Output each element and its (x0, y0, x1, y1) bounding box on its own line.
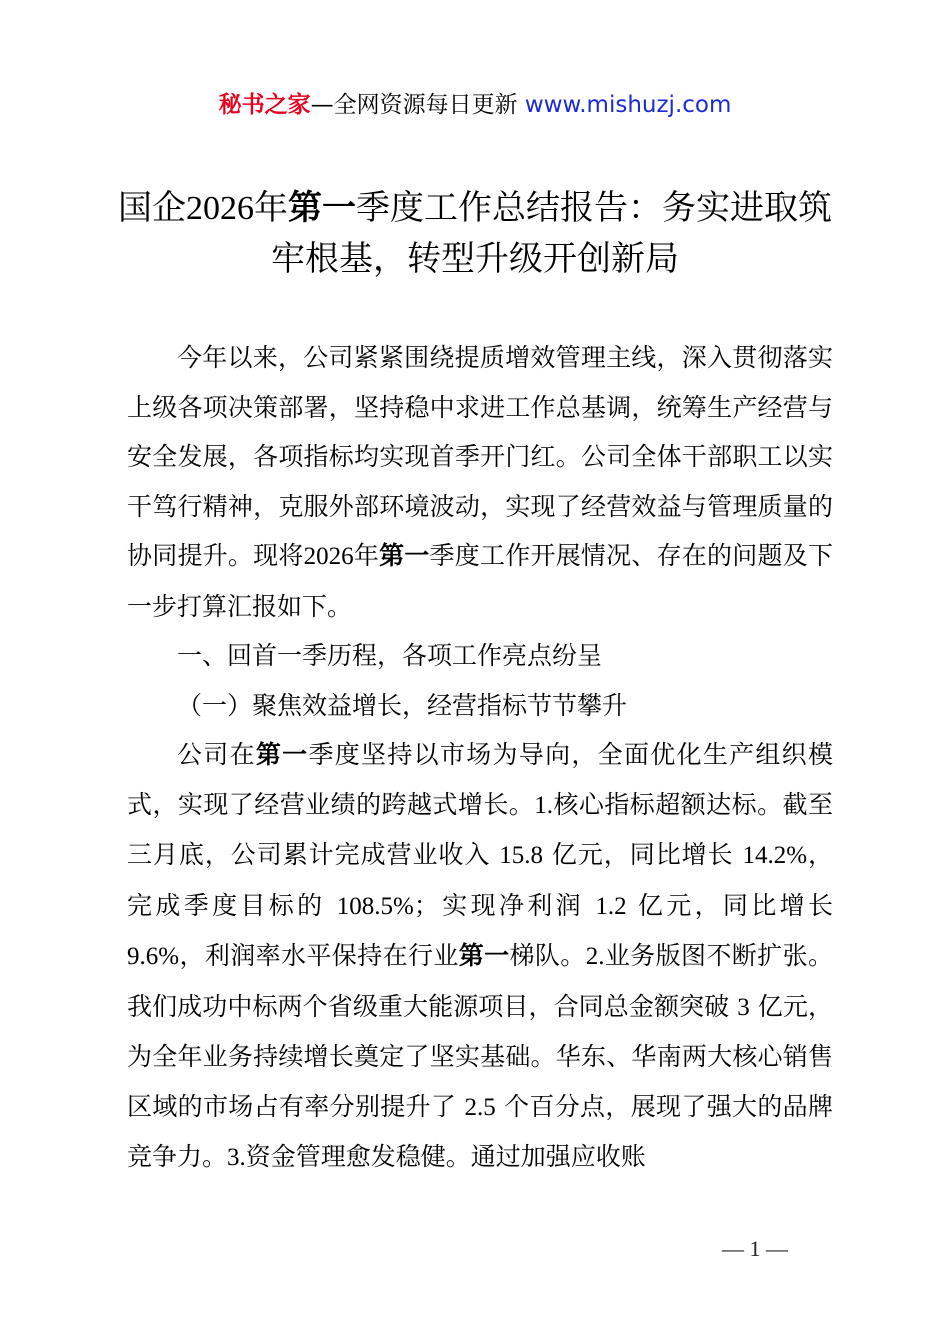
subsection-heading: （一）聚焦效益增长，经营指标节节攀升 (177, 690, 628, 720)
intro-paragraph: 今年以来，公司紧紧围绕提质增效管理主线，深入贯彻落实上级各项决策部署，坚持稳中求进工作总基调，统筹生产经营与安全发展，各项指标均实现首季开门红。公司全体干部职工以实干笃行精神，克服外部环境波动，实现了经营效益与管理质量的协同提升。现将2026年第一季度工作开展情况、存在的问题及下一步打算汇报如下。 (127, 343, 833, 621)
document-body (127, 333, 833, 1183)
header-slogan: —全网资源每日更新 (310, 92, 518, 118)
title-bold: 第一 (288, 188, 356, 228)
title-text: 国企 (118, 188, 186, 228)
body-paragraph: 公司在第一季度坚持以市场为导向，全面优化生产组织模式，实现了经营业绩的跨越式增长。1.核心指标超额达标。截至三月底，公司累计完成营业收入 15.8 亿元，同比增长 14.2%，完成季度目标的 108.5%；实现净利润 1.2 亿元，同比增长 9.6%，利润率水平保持在行业第一梯队。2.业务版图不断扩张。我们成功中标两个省级重大能源项目，合同总金额突破 3 亿元，为全年业务持续增长奠定了坚实基础。华东、华南两大核心销售区域的市场占有率分别提升了 2.5 个百分点，展现了强大的品牌竞争力。3.资金管理愈发稳健。通过加强应收账 (127, 740, 834, 1171)
header-url[interactable]: www.mishuzj.com (524, 92, 732, 118)
site-header (0, 88, 950, 122)
section-heading: 一、回首一季历程，各项工作亮点纷呈 (177, 641, 603, 670)
page-number: — 1 — (722, 1236, 788, 1261)
title-year: 2026 (186, 190, 254, 227)
document-title (110, 183, 840, 284)
title-text: 年 (254, 188, 288, 228)
title-text: 季度工作总结报告：务实进取筑牢根基，转型升级开创新局 (271, 188, 832, 279)
brand-name: 秘书之家 (218, 92, 311, 118)
